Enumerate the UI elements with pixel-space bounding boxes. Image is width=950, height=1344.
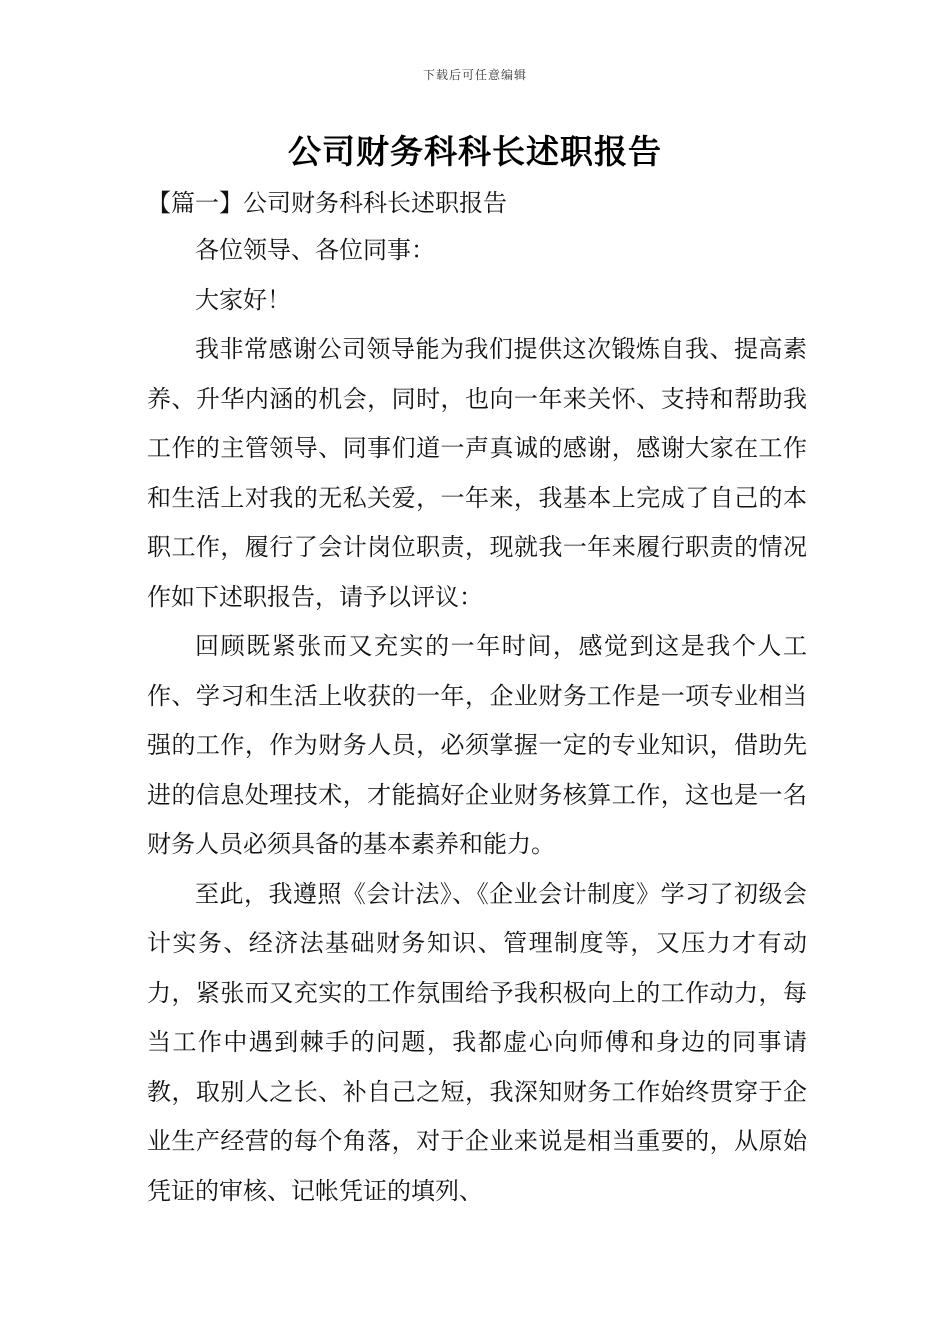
body-paragraph: 回顾既紧张而又充实的一年时间，感觉到这是我个人工作、学习和生活上收获的一年，企业财务工作是一项专业相当强的工作，作为财务人员，必须掌握一定的专业知识，借助先进的信息处理技术，才能搞好企业财务核算工作，这也是一名财务人员必须具备的基本素养和能力。 bbox=[147, 632, 807, 858]
header-note: 下载后可任意编辑 bbox=[422, 68, 527, 82]
salutation-paragraph: 大家好！ bbox=[195, 285, 291, 314]
section-title: 【篇一】公司财务科科长述职报告 bbox=[147, 189, 507, 217]
greeting-paragraph: 各位领导、各位同事： bbox=[195, 236, 435, 264]
body-text bbox=[147, 226, 807, 1216]
body-paragraph: 我非常感谢公司领导能为我们提供这次锻炼自我、提高素养、升华内涵的机会，同时，也向一年来关怀、支持和帮助我工作的主管领导、同事们道一声真诚的感谢，感谢大家在工作和生活上对我的无私关爱，一年来，我基本上完成了自己的本职工作，履行了会计岗位职责，现就我一年来履行职责的情况作如下述职报告，请予以评议： bbox=[147, 335, 807, 611]
body-paragraph: 至此，我遵照《会计法》、《企业会计制度》学习了初级会计实务、经济法基础财务知识、管理制度等，又压力才有动力，紧张而又充实的工作氛围给予我积极向上的工作动力，每当工作中遇到棘手的问题，我都虚心向师傅和身边的同事请教，取别人之长、补自己之短，我深知财务工作始终贯穿于企业生产经营的每个角落，对于企业来说是相当重要的，从原始凭证的审核、记帐凭证的填列、 bbox=[147, 879, 807, 1205]
document-title: 公司财务科科长述职报告 bbox=[288, 132, 662, 171]
